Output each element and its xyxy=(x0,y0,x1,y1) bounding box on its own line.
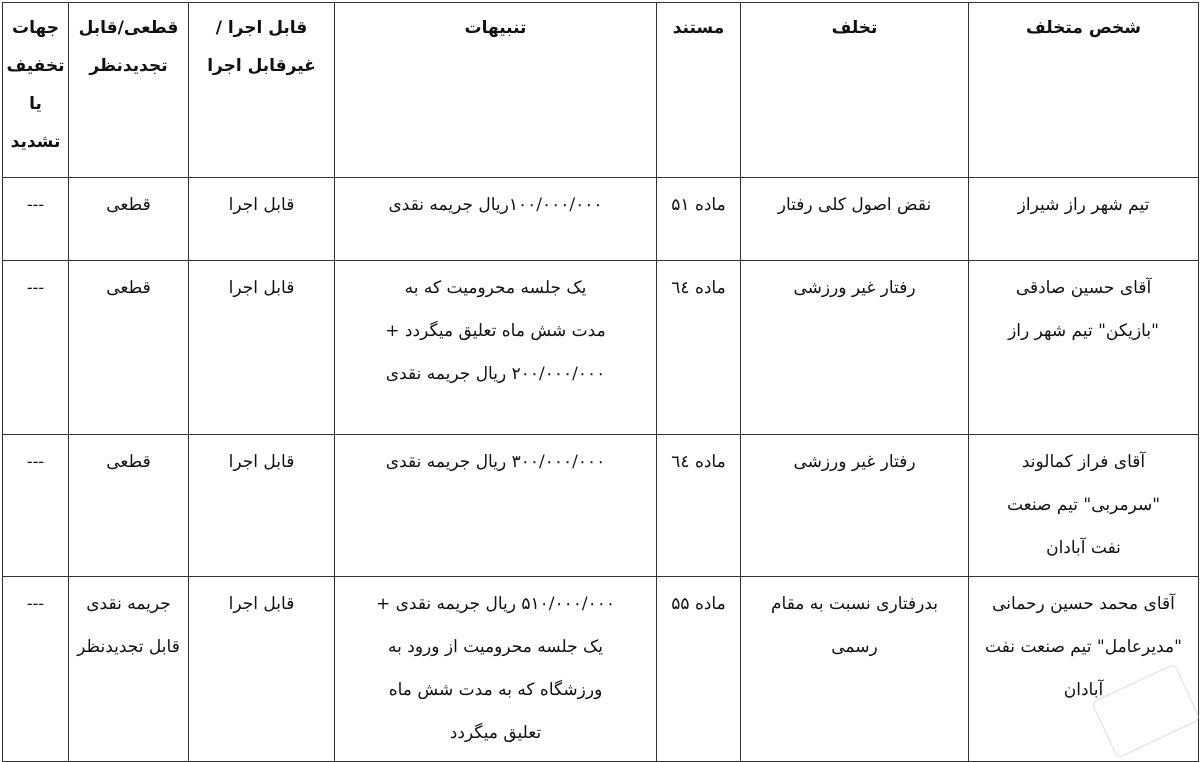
table-row xyxy=(3,178,1199,261)
table-row xyxy=(3,261,1199,435)
cell-person: تیم شهر راز شیراز xyxy=(969,178,1199,261)
header-article: مستند xyxy=(657,3,741,178)
cell-final: جریمه نقدی قابل تجدیدنظر xyxy=(69,577,189,762)
header-violation: تخلف xyxy=(741,3,969,178)
cell-article: ماده ٦٤ xyxy=(657,435,741,577)
header-mitigation: جهات تخفیف یا تشدید xyxy=(3,3,69,178)
cell-penalty: ۵۱۰/۰۰۰/۰۰۰ ریال جریمه نقدی + یک جلسه محرومیت از ورود به ورزشگاه که به مدت شش ماه تعلیق میگردد xyxy=(335,577,657,762)
cell-penalty: ۳۰۰/۰۰۰/۰۰۰ ریال جریمه نقدی xyxy=(335,435,657,577)
cell-enforceable: قابل اجرا xyxy=(189,577,335,762)
cell-person: آقای فراز کمالوند "سرمربی" تیم صنعت نفت آبادان xyxy=(969,435,1199,577)
header-row xyxy=(3,3,1199,178)
cell-violation: بدرفتاری نسبت به مقام رسمی xyxy=(741,577,969,762)
cell-violation: نقض اصول کلی رفتار xyxy=(741,178,969,261)
cell-violation: رفتار غیر ورزشی xyxy=(741,435,969,577)
cell-final: قطعی xyxy=(69,435,189,577)
cell-mitigation: --- xyxy=(3,261,69,435)
cell-violation: رفتار غیر ورزشی xyxy=(741,261,969,435)
cell-penalty: ۱۰۰/۰۰۰/۰۰۰ریال جریمه نقدی xyxy=(335,178,657,261)
cell-enforceable: قابل اجرا xyxy=(189,435,335,577)
header-penalty: تنبیهات xyxy=(335,3,657,178)
cell-article: ماده ۵۱ xyxy=(657,178,741,261)
cell-person: آقای حسین صادقی "بازیکن" تیم شهر راز xyxy=(969,261,1199,435)
cell-article: ماده ۵۵ xyxy=(657,577,741,762)
cell-article: ماده ٦٤ xyxy=(657,261,741,435)
cell-mitigation: --- xyxy=(3,577,69,762)
header-final: قطعی/قابل تجدیدنظر xyxy=(69,3,189,178)
table-row xyxy=(3,577,1199,762)
cell-final: قطعی xyxy=(69,178,189,261)
cell-enforceable: قابل اجرا xyxy=(189,178,335,261)
rulings-table xyxy=(2,2,1199,762)
table-row xyxy=(3,435,1199,577)
cell-mitigation: --- xyxy=(3,435,69,577)
cell-person: آقای محمد حسین رحمانی "مدیرعامل" تیم صنعت نفت آبادان xyxy=(969,577,1199,762)
header-enforceable: قابل اجرا /غیرقابل اجرا xyxy=(189,3,335,178)
header-person: شخص متخلف xyxy=(969,3,1199,178)
cell-penalty: یک جلسه محرومیت که به مدت شش ماه تعلیق میگردد + ۲۰۰/۰۰۰/۰۰۰ ریال جریمه نقدی xyxy=(335,261,657,435)
cell-mitigation: --- xyxy=(3,178,69,261)
cell-enforceable: قابل اجرا xyxy=(189,261,335,435)
cell-final: قطعی xyxy=(69,261,189,435)
